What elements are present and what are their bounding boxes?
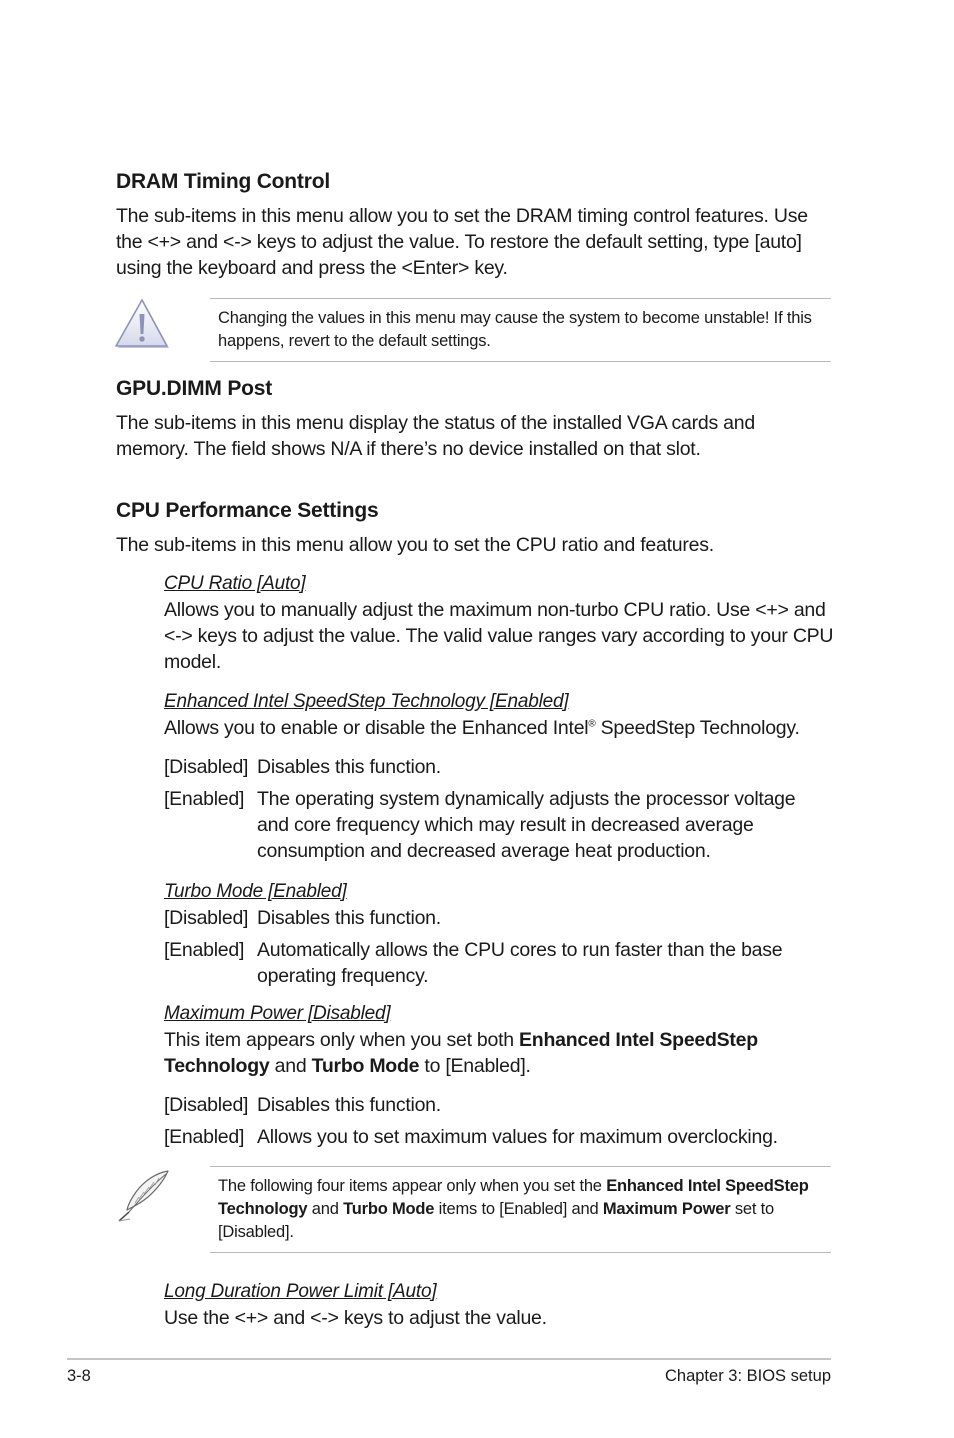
maxpower-title: Maximum Power [Disabled] — [164, 1003, 391, 1024]
longduration-description: Use the <+> and <-> keys to adjust the value. — [164, 1307, 547, 1329]
option-key: [Enabled] — [164, 1126, 245, 1148]
option-description: Allows you to set maximum values for maximum overclocking. — [257, 1126, 778, 1148]
dram-heading: DRAM Timing Control — [116, 170, 330, 193]
option-description: The operating system dynamically adjusts the processor voltage and core frequency which may result in decreased average consumption and decreased average heat production. — [257, 788, 796, 862]
turbo-title: Turbo Mode [Enabled] — [164, 881, 347, 902]
cpu-ratio-title: CPU Ratio [Auto] — [164, 573, 306, 594]
option-key: [Enabled] — [164, 939, 245, 961]
warning-triangle-icon — [113, 298, 171, 352]
warning-top-rule — [210, 298, 831, 299]
note-text: The following four items appear only when you set the Enhanced Intel SpeedStep Technology and Turbo Mode items to [Enabled] and Maximum Power set to [Disabled]. — [218, 1177, 809, 1241]
longduration-title: Long Duration Power Limit [Auto] — [164, 1281, 437, 1302]
cpu-ratio-description: Allows you to manually adjust the maximum non-turbo CPU ratio. Use <+> and <-> keys to adjust the value. The valid value ranges vary according to your CPU model. — [164, 599, 834, 673]
maxpower-description: This item appears only when you set both Enhanced Intel SpeedStep Technology and Turbo Mode to [Enabled]. — [164, 1029, 758, 1077]
note-top-rule — [210, 1166, 831, 1167]
option-key: [Disabled] — [164, 1094, 249, 1116]
speedstep-title: Enhanced Intel SpeedStep Technology [Enabled] — [164, 691, 569, 712]
page-number: 3-8 — [67, 1367, 91, 1385]
gpu-heading: GPU.DIMM Post — [116, 377, 273, 400]
option-description: Automatically allows the CPU cores to run faster than the base operating frequency. — [257, 939, 783, 987]
note-bottom-rule — [210, 1252, 831, 1253]
option-key: [Enabled] — [164, 788, 245, 810]
cpu-description: The sub-items in this menu allow you to set the CPU ratio and features. — [116, 534, 714, 556]
option-description: Disables this function. — [257, 907, 441, 929]
option-description: Disables this function. — [257, 1094, 441, 1116]
warning-note-text: Changing the values in this menu may cause the system to become unstable! If this happens, revert to the default settings. — [218, 309, 812, 350]
cpu-heading: CPU Performance Settings — [116, 499, 379, 522]
dram-description: The sub-items in this menu allow you to set the DRAM timing control features. Use the <+> and <-> keys to adjust the value. To restore the default setting, type [auto] using the keyboard and press the <Enter> key. — [116, 205, 808, 279]
speedstep-description: Allows you to enable or disable the Enhanced Intel® SpeedStep Technology. — [164, 717, 800, 739]
feather-pen-note-icon — [114, 1168, 172, 1224]
option-key: [Disabled] — [164, 756, 249, 778]
option-description: Disables this function. — [257, 756, 441, 778]
footer-rule — [67, 1358, 831, 1360]
gpu-description: The sub-items in this menu display the status of the installed VGA cards and memory. The field shows N/A if there’s no device installed on that slot. — [116, 412, 755, 460]
warning-bottom-rule — [210, 361, 831, 362]
chapter-label: Chapter 3: BIOS setup — [664, 1367, 831, 1385]
option-key: [Disabled] — [164, 907, 249, 929]
